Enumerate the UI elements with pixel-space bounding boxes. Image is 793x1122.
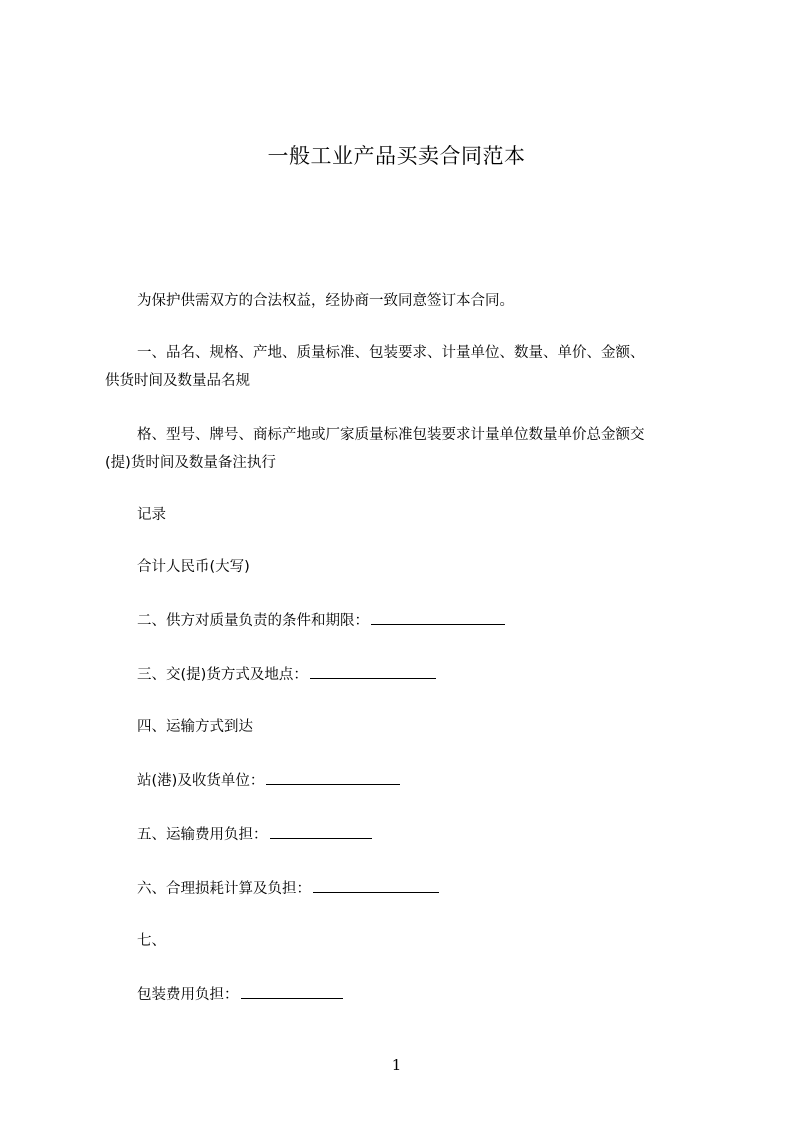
page-number: 1 xyxy=(391,1056,402,1074)
clause-7-packaging xyxy=(137,982,343,1008)
clause-6-label: 六、合理损耗计算及负担： xyxy=(137,881,311,897)
clause-4-station xyxy=(137,768,400,794)
clause-6-blank[interactable] xyxy=(313,878,439,893)
clause-4: 四、运输方式到达 xyxy=(137,719,253,735)
clause-2-label: 二、供方对质量负责的条件和期限： xyxy=(137,613,369,629)
clause-4-station-label: 站(港)及收货单位： xyxy=(137,773,265,789)
clause-2 xyxy=(137,608,505,634)
table-header-line-2: (提)货时间及数量备注执行 xyxy=(105,455,276,471)
preamble: 为保护供需双方的合法权益，经协商一致同意签订本合同。 xyxy=(137,293,514,309)
clause-3-label: 三、交(提)货方式及地点： xyxy=(137,667,308,683)
clause-3-blank[interactable] xyxy=(310,664,436,679)
clause-1-line-2: 供货时间及数量品名规 xyxy=(105,373,250,389)
clause-4-station-blank[interactable] xyxy=(266,770,400,785)
clause-5-blank[interactable] xyxy=(270,824,372,839)
document-title: 一般工业产品买卖合同范本 xyxy=(267,144,526,168)
record-label: 记录 xyxy=(137,507,166,523)
clause-7-packaging-label: 包装费用负担： xyxy=(137,987,239,1003)
clause-2-blank[interactable] xyxy=(371,610,505,625)
clause-5-label: 五、运输费用负担： xyxy=(137,827,268,843)
table-header-line-1: 格、型号、牌号、商标产地或厂家质量标准包装要求计量单位数量单价总金额交 xyxy=(137,427,645,443)
clause-7-packaging-blank[interactable] xyxy=(241,984,343,999)
clause-3 xyxy=(137,662,436,688)
clause-7: 七、 xyxy=(137,933,166,949)
clause-6 xyxy=(137,876,439,902)
total-amount-label: 合计人民币(大写) xyxy=(137,559,250,575)
clause-5 xyxy=(137,822,372,848)
clause-1-line-1: 一、品名、规格、产地、质量标准、包装要求、计量单位、数量、单价、金额、 xyxy=(137,345,645,361)
